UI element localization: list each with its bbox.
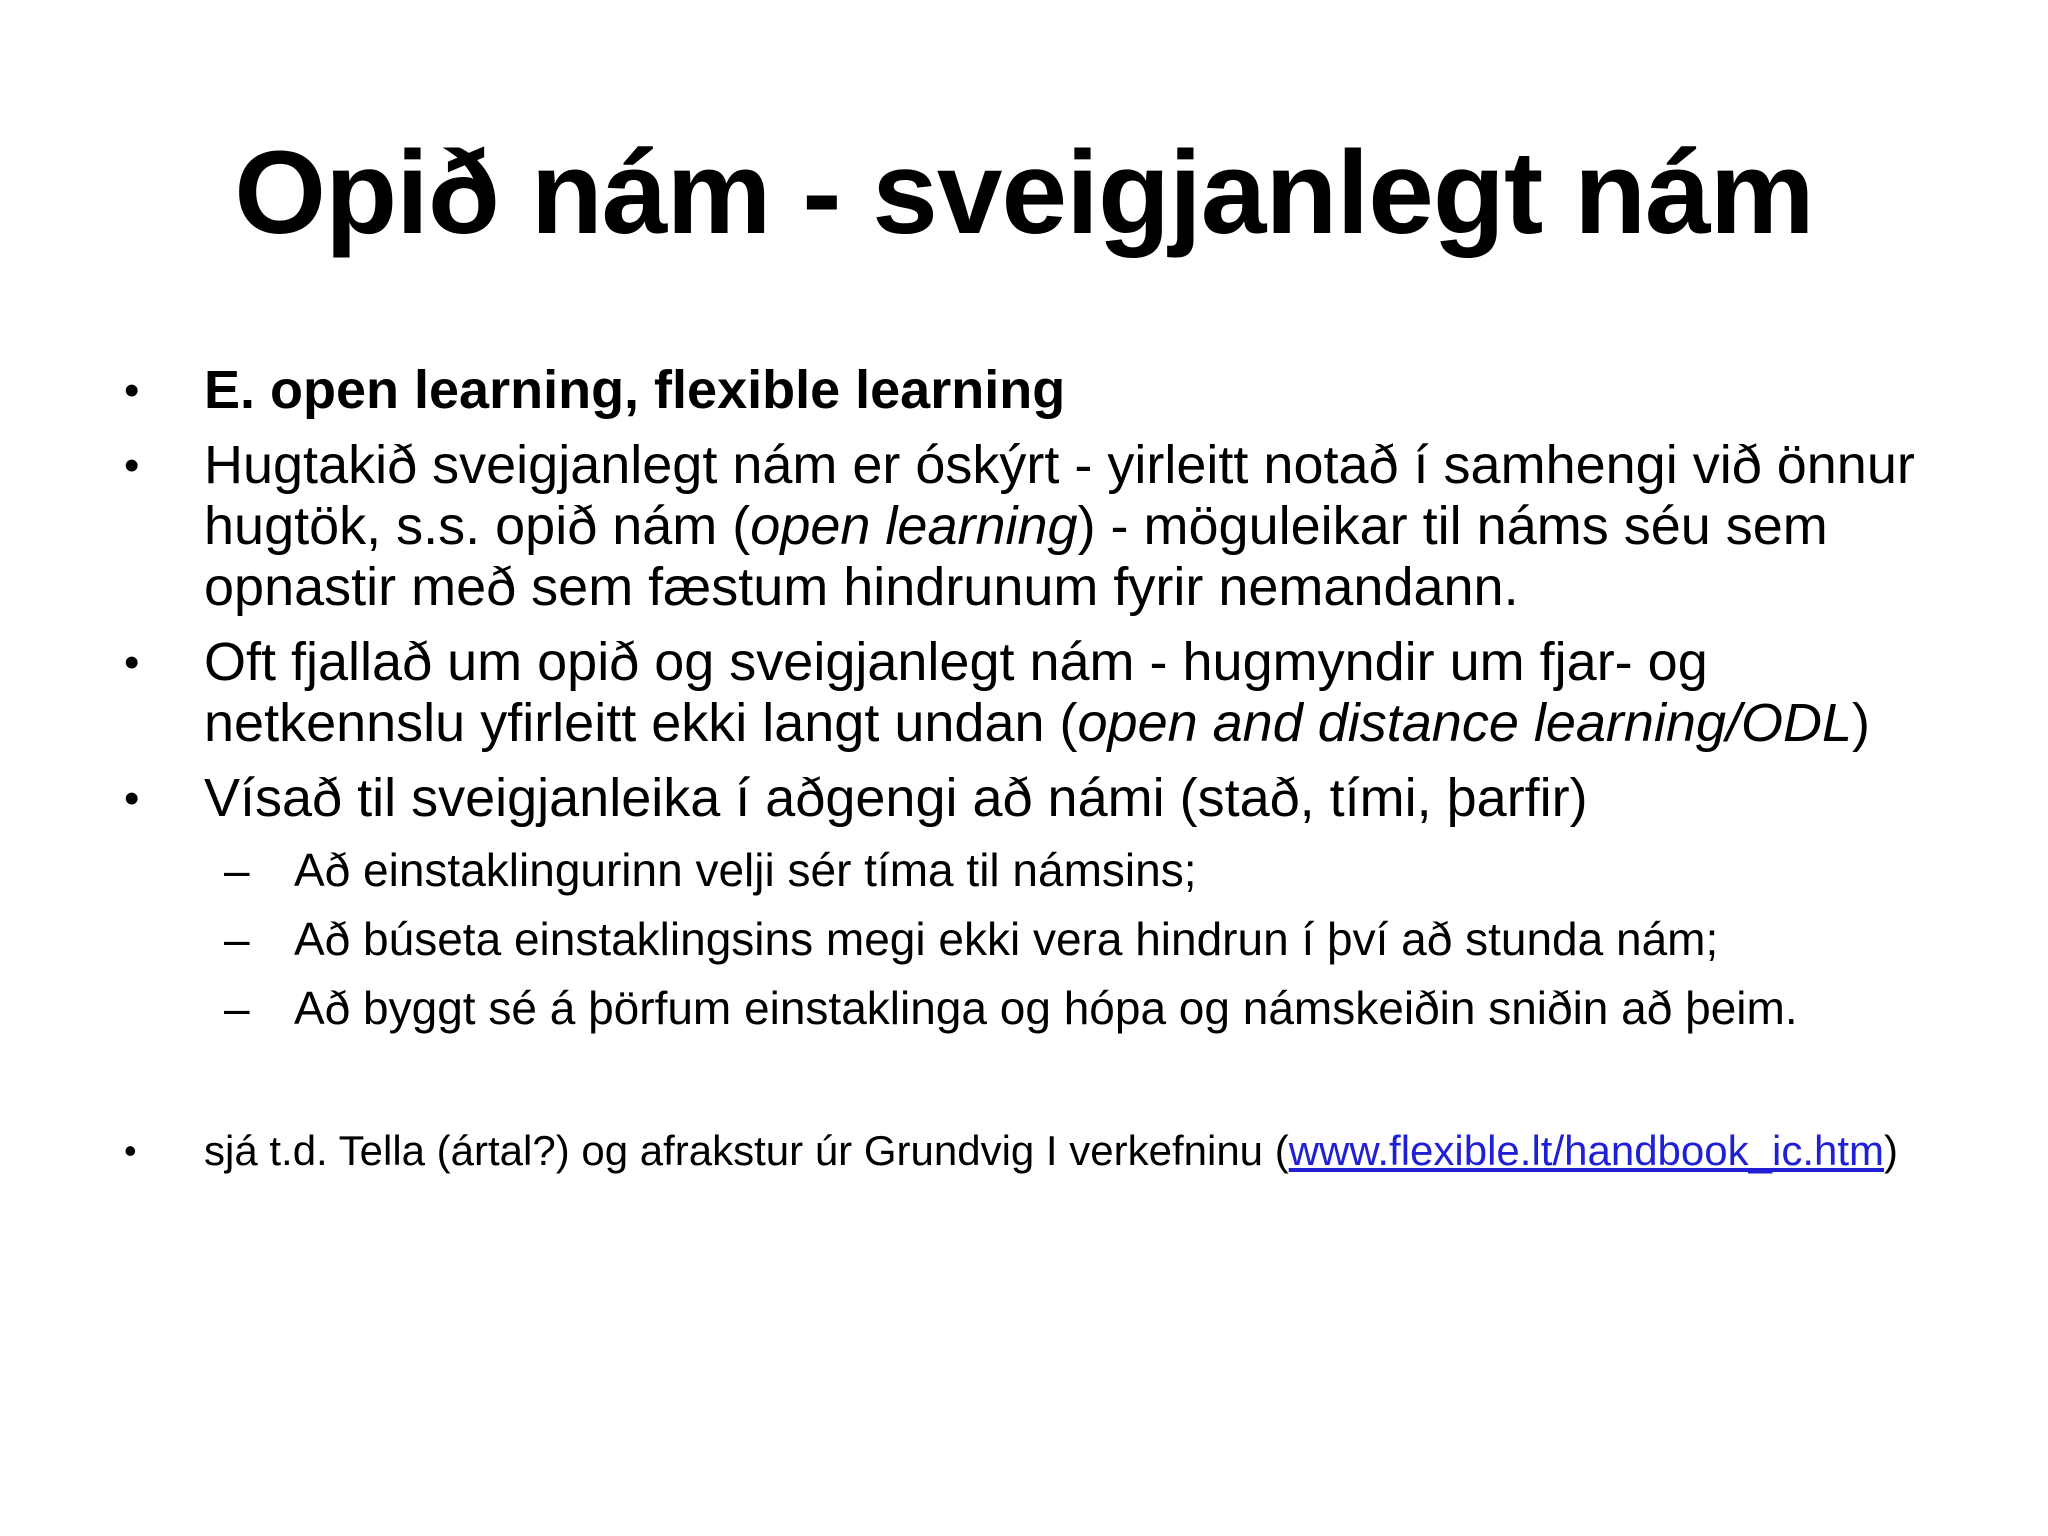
sub-item-text: Að búseta einstaklingsins megi ekki vera hindrun í því að stunda nám; (294, 913, 1719, 965)
bullet-dot: • (124, 774, 140, 823)
sub-dash: – (224, 844, 250, 896)
footnote-text: sjá t.d. Tella (ártal?) og afrakstur úr Grundvig I verkefninu ( (204, 1127, 1289, 1174)
sub-item (120, 981, 1920, 1036)
sub-dash: – (224, 913, 250, 965)
slide-content (120, 360, 1920, 1190)
bullet-text-part: ) (1852, 693, 1871, 753)
bullet-emphasis: open learning (750, 496, 1078, 556)
footnote-link[interactable]: www.flexible.lt/handbook_ic.htm (1288, 1127, 1885, 1174)
bullet-dot: • (124, 441, 140, 490)
sub-item-text: Að byggt sé á þörfum einstaklinga og hópa og námskeiðin sniðin að þeim. (294, 982, 1798, 1034)
bullet-text-part: Hugtakið sveigjanlegt nám er óskýrt - yirleitt notað í samhengi við önnur hugtök, s.s. opið nám ( (204, 435, 1915, 556)
sub-list (120, 843, 1920, 1036)
bullet-emphasis: open and distance learning/ODL (1077, 693, 1853, 753)
sub-dash: – (224, 982, 250, 1034)
sub-item (120, 843, 1920, 898)
slide-title: Opið nám - sveigjanlegt nám (234, 127, 1814, 259)
bullet-dot: • (124, 1130, 137, 1171)
bullet-text: Vísað til sveigjanleika í aðgengi að námi (stað, tími, þarfir) (204, 768, 1588, 828)
bullet-item (120, 360, 1920, 421)
bullet-item (120, 632, 1920, 754)
sub-item (120, 912, 1920, 967)
bullet-item (120, 768, 1920, 829)
bullet-text: E. open learning, flexible learning (204, 360, 1066, 420)
bullet-text-part: ) - möguleikar til náms séu sem opnastir með sem fæstum hindrunum fyrir nemandann. (204, 496, 1828, 617)
sub-item-text: Að einstaklingurinn velji sér tíma til námsins; (294, 844, 1197, 896)
footnote-bullet (120, 1126, 1920, 1176)
bullet-text-part: Oft fjallað um opið og sveigjanlegt nám - hugmyndir um fjar- og netkennslu yfirleitt ekki langt undan ( (204, 632, 1708, 753)
bullet-dot: • (124, 366, 140, 415)
bullet-dot: • (124, 638, 140, 687)
bullet-item (120, 435, 1920, 618)
footnote-text: ) (1884, 1127, 1899, 1174)
